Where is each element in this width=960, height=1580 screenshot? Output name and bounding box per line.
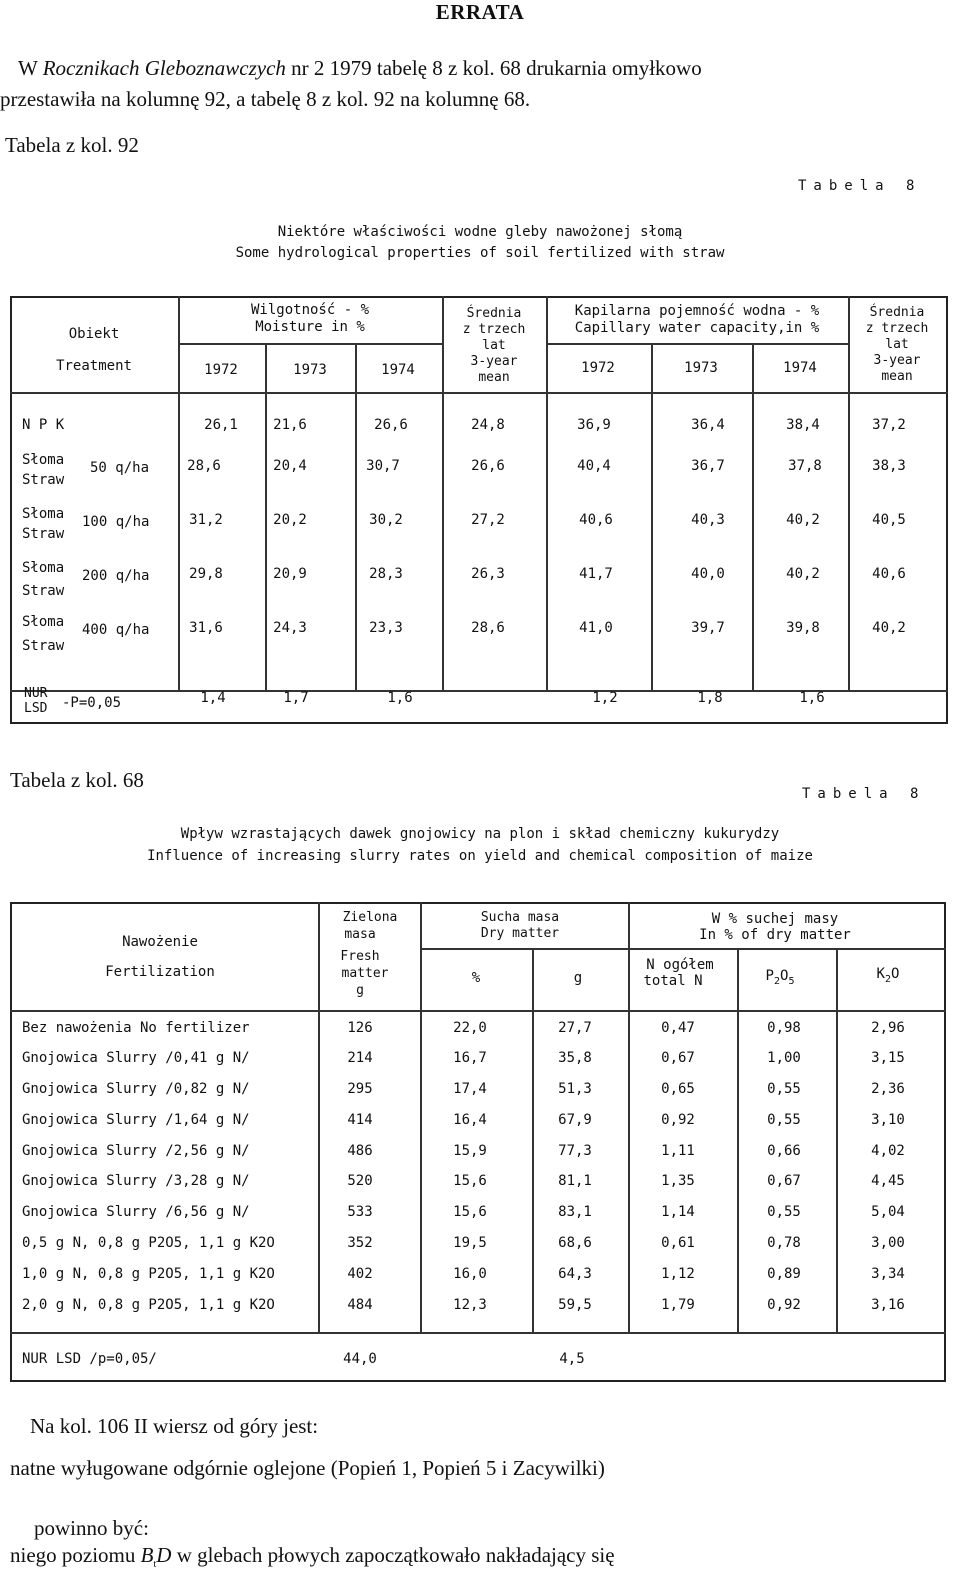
k-cell: 3,34 bbox=[871, 1266, 905, 1282]
fresh-cell: 126 bbox=[347, 1020, 373, 1036]
footer-line-3: powinno być: bbox=[34, 1516, 149, 1540]
k-cell: 3,00 bbox=[871, 1235, 905, 1251]
col-mean-pl-2: z trzech bbox=[462, 322, 526, 337]
col-dry-g: g bbox=[573, 970, 583, 986]
fresh-cell: 414 bbox=[347, 1112, 373, 1128]
dry_pct-cell: 16,0 bbox=[453, 1266, 487, 1282]
col-k2o: $K_2O$ bbox=[876, 966, 900, 985]
dry_pct-cell: 15,6 bbox=[453, 1204, 487, 1220]
col-mean-pl-3: lat bbox=[482, 338, 506, 353]
col-fresh-en-1: Fresh bbox=[340, 949, 380, 964]
table1-caption-pl: Niektóre właściwości wodne gleby nawożonej słomą bbox=[277, 224, 683, 240]
dry_g-cell: 77,3 bbox=[558, 1143, 592, 1159]
col-dry-pl: Sucha masa bbox=[480, 910, 560, 925]
n-cell: 0,61 bbox=[661, 1235, 695, 1251]
p-cell: 0,55 bbox=[767, 1112, 801, 1128]
k-cell: 3,15 bbox=[871, 1050, 905, 1066]
dry_g-cell: 35,8 bbox=[558, 1050, 592, 1066]
table2-section-label: Tabela z kol. 68 bbox=[10, 768, 144, 792]
dry_pct-cell: 15,6 bbox=[453, 1173, 487, 1189]
n-cell: 1,11 bbox=[661, 1143, 695, 1159]
fertilization-cell: Gnojowica Slurry /1,64 g N/ bbox=[22, 1112, 250, 1128]
table1-section-label: Tabela z kol. 92 bbox=[5, 133, 139, 157]
col-mean-pl-1: Średnia bbox=[466, 306, 522, 321]
col-cmean-pl-3: lat bbox=[885, 337, 909, 352]
p-cell: 0,66 bbox=[767, 1143, 801, 1159]
footer-line-2: natne wyługowane odgórnie oglejone (Popień 1, Popień 5 i Zacywilki) bbox=[10, 1456, 605, 1480]
col-pct-pl: W % suchej masy bbox=[711, 911, 839, 927]
col-fresh-unit: g bbox=[356, 983, 364, 998]
col-fert-en: Fertilization bbox=[105, 964, 215, 980]
p-cell: 0,89 bbox=[767, 1266, 801, 1282]
intro-line-2: przestawiła na kolumnę 92, a tabelę 8 z kol. 92 na kolumnę 68. bbox=[0, 87, 531, 111]
n-cell: 0,67 bbox=[661, 1050, 695, 1066]
fertilization-cell: 2,0 g N, 0,8 g P2O5, 1,1 g K2O bbox=[22, 1297, 275, 1313]
col-n-en: total N bbox=[643, 973, 703, 989]
fresh-cell: 533 bbox=[347, 1204, 373, 1220]
col-cap-1973: 1973 bbox=[684, 360, 718, 376]
k-cell: 4,45 bbox=[871, 1173, 905, 1189]
dry_pct-cell: 17,4 bbox=[453, 1081, 487, 1097]
p-cell: 0,67 bbox=[767, 1173, 801, 1189]
col-n-pl: N ogółem bbox=[646, 957, 714, 973]
col-cap-1974: 1974 bbox=[783, 360, 817, 376]
p-cell: 0,55 bbox=[767, 1081, 801, 1097]
col-fresh-pl-2: masa bbox=[344, 927, 376, 942]
dry_g-cell: 67,9 bbox=[558, 1112, 592, 1128]
col-cmean-pl-2: z trzech bbox=[865, 321, 929, 336]
dry_pct-cell: 22,0 bbox=[453, 1020, 487, 1036]
fertilization-cell: 0,5 g N, 0,8 g P2O5, 1,1 g K2O bbox=[22, 1235, 275, 1251]
fresh-cell: 484 bbox=[347, 1297, 373, 1313]
k-cell: 3,16 bbox=[871, 1297, 905, 1313]
table1-label: Tabela 8 bbox=[798, 178, 922, 194]
dry_pct-cell: 15,9 bbox=[453, 1143, 487, 1159]
col-moisture-1973: 1973 bbox=[293, 362, 327, 378]
footer-line-1: Na kol. 106 II wiersz od góry jest: bbox=[30, 1414, 319, 1438]
col-cmean-pl-1: Średnia bbox=[869, 305, 925, 320]
n-cell: 1,12 bbox=[661, 1266, 695, 1282]
fresh-cell: 214 bbox=[347, 1050, 373, 1066]
col-fert-pl: Nawożenie bbox=[122, 934, 198, 950]
p-cell: 0,92 bbox=[767, 1297, 801, 1313]
fertilization-cell: Gnojowica Slurry /2,56 g N/ bbox=[22, 1143, 250, 1159]
dry_g-cell: 68,6 bbox=[558, 1235, 592, 1251]
dry_g-cell: 51,3 bbox=[558, 1081, 592, 1097]
col-cap-1972: 1972 bbox=[581, 360, 615, 376]
fertilization-cell: 1,0 g N, 0,8 g P2O5, 1,1 g K2O bbox=[22, 1266, 275, 1282]
k-cell: 4,02 bbox=[871, 1143, 905, 1159]
fertilization-cell: Gnojowica Slurry /3,28 g N/ bbox=[22, 1173, 250, 1189]
fertilization-cell: Bez nawożenia No fertilizer bbox=[22, 1020, 250, 1036]
fertilization-cell: Gnojowica Slurry /6,56 g N/ bbox=[22, 1204, 250, 1220]
col-cmean-en-2: mean bbox=[881, 369, 913, 384]
dry_g-cell: 59,5 bbox=[558, 1297, 592, 1313]
col-dry-en: Dry matter bbox=[480, 926, 560, 941]
col-moisture-1974: 1974 bbox=[381, 362, 415, 378]
k-cell: 2,36 bbox=[871, 1081, 905, 1097]
table2-label: Tabela 8 bbox=[802, 786, 926, 802]
col-obiekt: Obiekt bbox=[68, 326, 120, 342]
col-moisture-en: Moisture in % bbox=[255, 319, 365, 335]
col-moisture-1972: 1972 bbox=[204, 362, 238, 378]
p-cell: 1,00 bbox=[767, 1050, 801, 1066]
fertilization-cell: Gnojowica Slurry /0,41 g N/ bbox=[22, 1050, 250, 1066]
journal-name: Rocznikach Gleboznawczych bbox=[42, 56, 286, 80]
p-cell: 0,55 bbox=[767, 1204, 801, 1220]
col-dry-pct: % bbox=[471, 970, 481, 986]
dry_pct-cell: 16,4 bbox=[453, 1112, 487, 1128]
n-cell: 0,47 bbox=[661, 1020, 695, 1036]
intro-line-1: W Rocznikach Gleboznawczych nr 2 1979 tabelę 8 z kol. 68 drukarnia omyłkowo bbox=[18, 56, 702, 80]
dry_pct-cell: 12,3 bbox=[453, 1297, 487, 1313]
n-cell: 1,14 bbox=[661, 1204, 695, 1220]
p-cell: 0,98 bbox=[767, 1020, 801, 1036]
fresh-cell: 402 bbox=[347, 1266, 373, 1282]
col-cap-pl: Kapilarna pojemność wodna - % bbox=[574, 303, 820, 319]
fresh-cell: 352 bbox=[347, 1235, 373, 1251]
col-cmean-en-1: 3-year bbox=[873, 353, 921, 368]
col-mean-en-1: 3-year bbox=[470, 354, 518, 369]
dry_g-cell: 81,1 bbox=[558, 1173, 592, 1189]
table2-caption-en: Influence of increasing slurry rates on yield and chemical composition of maize bbox=[147, 848, 813, 864]
k-cell: 2,96 bbox=[871, 1020, 905, 1036]
fresh-cell: 295 bbox=[347, 1081, 373, 1097]
col-cap-en: Capillary water capacity,in % bbox=[574, 320, 820, 336]
table1-caption-en: Some hydrological properties of soil fertilized with straw bbox=[235, 245, 725, 261]
col-pct-en: In % of dry matter bbox=[699, 927, 851, 943]
col-fresh-en-2: matter bbox=[341, 966, 389, 981]
n-cell: 0,65 bbox=[661, 1081, 695, 1097]
dry_g-cell: 27,7 bbox=[558, 1020, 592, 1036]
dry_pct-cell: 16,7 bbox=[453, 1050, 487, 1066]
col-treatment: Treatment bbox=[56, 358, 132, 374]
dry_g-cell: 64,3 bbox=[558, 1266, 592, 1282]
n-cell: 0,92 bbox=[661, 1112, 695, 1128]
dry_g-cell: 83,1 bbox=[558, 1204, 592, 1220]
p-cell: 0,78 bbox=[767, 1235, 801, 1251]
fresh-cell: 486 bbox=[347, 1143, 373, 1159]
col-p2o5: $P_2O_5$ bbox=[765, 968, 795, 987]
n-cell: 1,79 bbox=[661, 1297, 695, 1313]
k-cell: 5,04 bbox=[871, 1204, 905, 1220]
footer-line-4: niego poziomu $B_tD$ w glebach płowych zapoczątkowało nakładający się bbox=[10, 1543, 615, 1571]
fertilization-cell: Gnojowica Slurry /0,82 g N/ bbox=[22, 1081, 250, 1097]
n-cell: 1,35 bbox=[661, 1173, 695, 1189]
col-moisture-pl: Wilgotność - % bbox=[250, 302, 370, 318]
fresh-cell: 520 bbox=[347, 1173, 373, 1189]
col-fresh-pl-1: Zielona bbox=[342, 910, 398, 925]
table2-caption-pl: Wpływ wzrastających dawek gnojowicy na plon i skład chemiczny kukurydzy bbox=[180, 826, 780, 842]
col-mean-en-2: mean bbox=[478, 370, 510, 385]
errata-title: ERRATA bbox=[435, 0, 525, 24]
dry_pct-cell: 19,5 bbox=[453, 1235, 487, 1251]
k-cell: 3,10 bbox=[871, 1112, 905, 1128]
